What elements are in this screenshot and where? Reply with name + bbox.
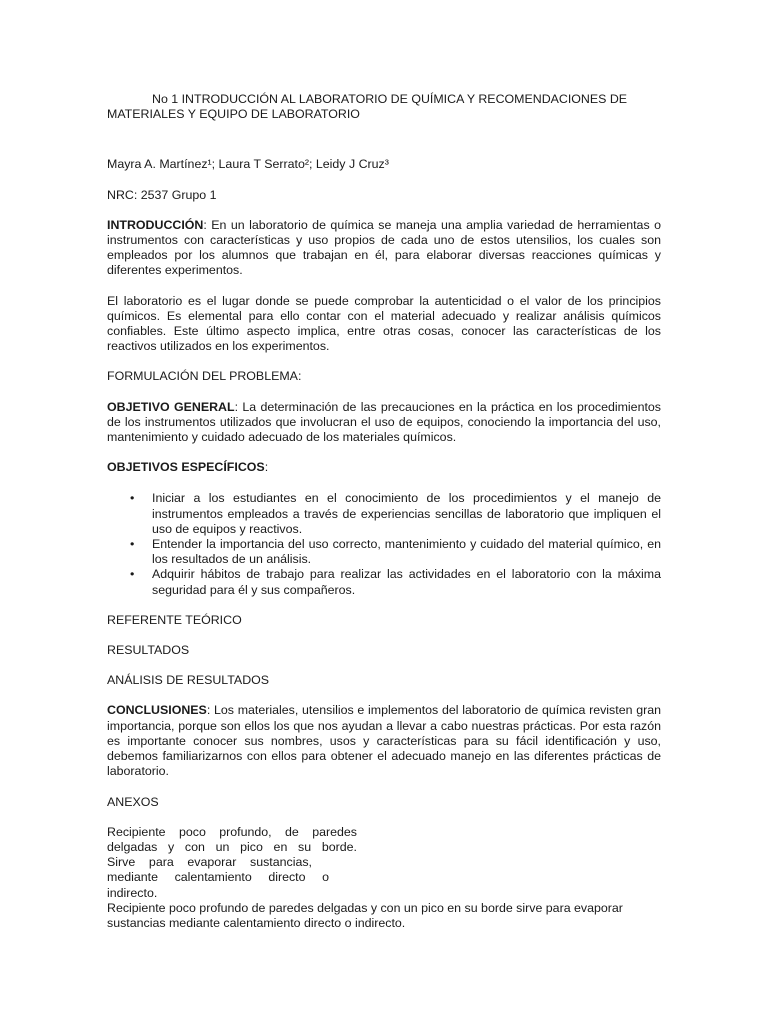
objetivos-especificos-heading: OBJETIVOS ESPECÍFICOS [107,460,265,475]
bullet-icon: • [130,537,135,552]
objetivo-general-heading: OBJETIVO GENERAL [107,399,235,414]
intro-paragraph-2: El laboratorio es el lugar donde se puede comprobar la autenticidad o el valor de los principios químicos. Es elemental para ello contar con el material adecuado y realizar análisis químicos confiables. Este último aspecto implica, entre otras cosas, conocer las características de los reactivos utilizados en los experimentos. [107,293,661,354]
referente-heading: REFERENTE TEÓRICO [107,612,242,627]
anexo-line: delgadas y con un pico en su borde. [107,839,357,854]
conclusiones-text: : Los materiales, utensilios e implementos del laboratorio de química revisten gran importancia, porque son ellos los que nos ayudan a llevar a cabo nuestras prácticas. Por esta razón es importante conocer sus nombres, usos y características para su fácil identificación y uso, debemos familiarizarnos con ellos para obtener el adecuado manejo en las diferentes prácticas de laboratorio. [107,703,661,779]
anexo-line: indirecto. [107,885,158,900]
list-item [130,537,661,567]
list-item-text: Entender la importancia del uso correcto, mantenimiento y cuidado del material químico, en los resultados de un análisis. [152,537,661,567]
intro-paragraph [107,218,661,279]
anexos-heading: ANEXOS [107,794,159,809]
anexo-line: mediante calentamiento directo o [107,870,329,885]
anexo-line: Recipiente poco profundo, de paredes [107,824,357,839]
list-item-text: Adquirir hábitos de trabajo para realizar las actividades en el laboratorio con la máxima seguridad para él y sus compañeros. [152,567,661,597]
anexo-line: Sirve para evaporar sustancias, [107,855,312,870]
list-item [130,491,661,537]
bullet-icon: • [130,567,135,582]
conclusiones-paragraph [107,703,661,779]
objetivo-general-text: : La determinación de las precauciones en la práctica en los procedimientos de los instrumentos utilizados que involucran el uso de equipos, conociendo la importancia del uso, mantenimiento y cuidado adecuado de los materiales químicos. [107,399,661,445]
intro-heading: INTRODUCCIÓN [107,217,204,232]
list-item-text: Iniciar a los estudiantes en el conocimiento de los procedimientos y el manejo de instrumentos empleados a través de experiencias sencillas de laboratorio que impliquen el uso de equipos y reactivos. [152,491,661,536]
resultados-heading: RESULTADOS [107,643,190,658]
objetivos-especificos-heading-line [107,460,661,475]
objetivos-especificos-colon: : [264,460,269,475]
nrc-line: NRC: 2537 Grupo 1 [107,187,217,202]
objetivo-general-paragraph [107,400,661,446]
document-title: No 1 INTRODUCCIÓN AL LABORATORIO DE QUÍMICA Y RECOMENDACIONES DE MATERIALES Y EQUIPO DE LABORATORIO [107,92,628,122]
authors-line: Mayra A. Martínez¹; Laura T Serrato²; Leidy J Cruz³ [107,157,389,172]
formulacion-heading: FORMULACIÓN DEL PROBLEMA: [107,369,302,384]
anexo-paragraph: Recipiente poco profundo de paredes delgadas y con un pico en su borde sirve para evaporar sustancias mediante calentamiento directo o indirecto. [107,900,623,930]
conclusiones-heading: CONCLUSIONES [107,703,207,718]
list-item [130,567,661,597]
bullet-icon: • [130,491,135,506]
objetivos-especificos-list [107,491,661,597]
anexo-caption-block [107,825,357,901]
analisis-heading: ANÁLISIS DE RESULTADOS [107,673,270,688]
intro-text: : En un laboratorio de química se maneja una amplia variedad de herramientas o instrumentos con características y uso propios de cada uno de estos utensilios, los cuales son empleados por los alumnos que trabajan en él, para elaborar diversas reacciones químicas y diferentes experimentos. [107,217,661,278]
